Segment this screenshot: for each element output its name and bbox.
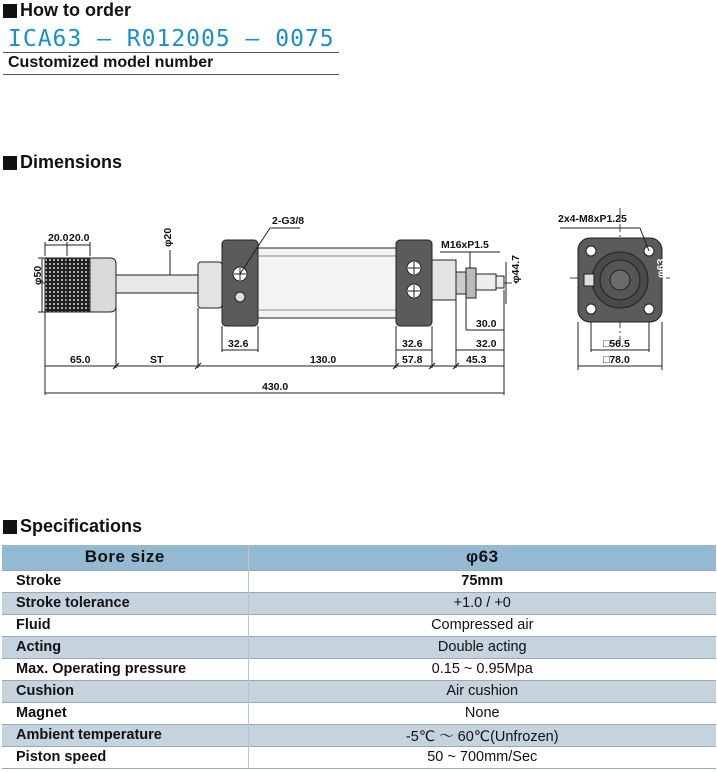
square-bullet-icon (3, 156, 17, 170)
dim-label: φ20 (162, 227, 174, 247)
thread-label: M16xP1.5 (441, 239, 489, 251)
table-row (2, 658, 716, 680)
front-cap (222, 240, 258, 326)
model-caption: Customized model number (8, 54, 214, 71)
row-label: Stroke (2, 570, 248, 592)
mount-holes-label: 2x4-M8xP1.25 (558, 213, 627, 225)
dimension-drawing (0, 190, 717, 415)
header-value: φ63 (248, 545, 716, 570)
row-value: 75mm (248, 570, 716, 592)
dim-label: 65.0 (70, 354, 91, 366)
specifications-heading (3, 516, 142, 537)
specifications-table (2, 545, 716, 769)
dimensions-heading (3, 152, 122, 173)
how-to-order-heading-text: How to order (20, 0, 131, 20)
row-value: 50 ~ 700mm/Sec (248, 746, 716, 768)
divider (3, 74, 339, 75)
dim-label: 20.0 (69, 232, 90, 244)
port-label: 2-G3/8 (272, 215, 305, 227)
table-row (2, 636, 716, 658)
row-label: Piston speed (2, 746, 248, 768)
dim-label: 130.0 (310, 354, 337, 366)
row-value: +1.0 / +0 (248, 592, 716, 614)
dim-label: □78.0 (603, 354, 630, 366)
rear-cap (396, 240, 432, 326)
square-bullet-icon (3, 4, 17, 18)
model-code: ICA63 – R012005 – 0075 (8, 26, 335, 52)
row-label: Max. Operating pressure (2, 658, 248, 680)
dim-label: φ44.7 (510, 255, 522, 283)
knurled-cap (45, 258, 116, 312)
barrel (258, 248, 396, 318)
dim-label: 32.0 (476, 338, 497, 350)
specifications-heading-text: Specifications (20, 516, 143, 536)
dim-label: ST (150, 354, 164, 366)
table-row (2, 592, 716, 614)
square-bullet-icon (3, 520, 17, 534)
row-label: Magnet (2, 702, 248, 724)
dim-label: 57.8 (402, 354, 423, 366)
row-label: Stroke tolerance (2, 592, 248, 614)
table-row (2, 724, 716, 746)
dim-label: 20.0 (48, 232, 69, 244)
rod-gland (198, 262, 222, 308)
dim-label: 32.6 (228, 338, 249, 350)
dim-label: 30.0 (476, 318, 497, 330)
table-row (2, 570, 716, 592)
table-row (2, 614, 716, 636)
how-to-order-heading (3, 0, 131, 21)
row-value: Air cushion (248, 680, 716, 702)
dim-label: □56.5 (603, 338, 630, 350)
dim-label: φ63 (655, 258, 667, 278)
row-label: Ambient temperature (2, 724, 248, 746)
row-value: Compressed air (248, 614, 716, 636)
row-value: None (248, 702, 716, 724)
dimensions-heading-text: Dimensions (20, 152, 123, 172)
row-label: Fluid (2, 614, 248, 636)
table-row (2, 746, 716, 768)
header-label: Bore size (2, 545, 248, 570)
row-label: Cushion (2, 680, 248, 702)
dim-label: 45.3 (466, 354, 487, 366)
divider (3, 52, 339, 53)
piston-rod (116, 275, 198, 293)
table-row (2, 680, 716, 702)
table-header-row (2, 545, 716, 570)
table-row (2, 702, 716, 724)
row-label: Acting (2, 636, 248, 658)
dim-label: 430.0 (262, 381, 289, 393)
row-value: 0.15 ~ 0.95Mpa (248, 658, 716, 680)
dim-label: φ50 (32, 265, 44, 285)
row-value: Double acting (248, 636, 716, 658)
dim-label: 32.6 (402, 338, 423, 350)
row-value: -5℃ ～ 60℃(Unfrozen) (248, 724, 716, 746)
rear-boss (432, 260, 456, 300)
